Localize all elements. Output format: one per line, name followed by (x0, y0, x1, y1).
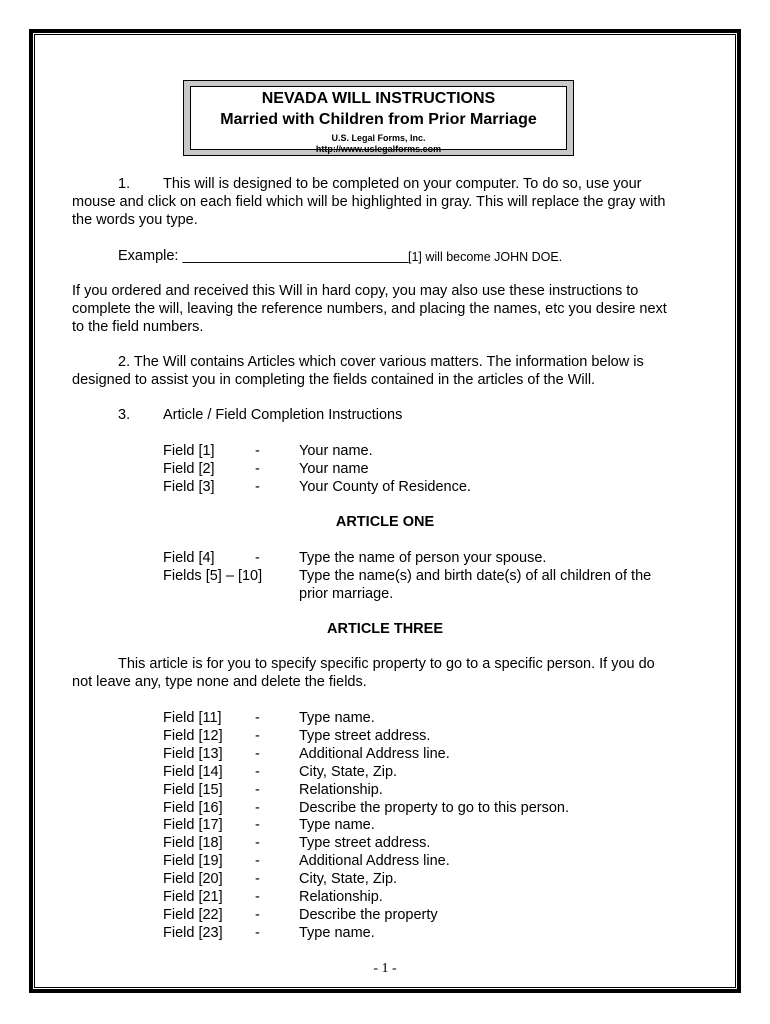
field-label: Field [11] (163, 710, 222, 726)
field-dash: - (255, 763, 260, 780)
field-desc: Type name. (299, 924, 375, 941)
para1-line1: This will is designed to be completed on your computer. To do so, use your (163, 176, 642, 192)
field-dash: - (255, 781, 260, 798)
field-label: Field [20] (163, 871, 223, 888)
field-row (163, 888, 723, 906)
field-label: Field [18] (163, 835, 223, 852)
field-label: Field [19] (163, 853, 223, 870)
example-suffix: [1] will become JOHN DOE. (408, 250, 563, 264)
title-inner (190, 86, 567, 154)
publisher-url: http://www.uslegalforms.com (315, 144, 442, 154)
field-desc: City, State, Zip. (299, 871, 398, 888)
field-dash: - (255, 835, 260, 852)
field-desc: Type name. (299, 817, 375, 834)
field-dash: - (255, 889, 260, 905)
field-dash: - (255, 479, 260, 495)
field-dash: - (255, 853, 260, 870)
field-desc: Type the name(s) and birth date(s) of all children of the (299, 568, 652, 584)
para1-number: 1. (118, 176, 131, 192)
field-row (163, 460, 723, 478)
field-desc-continued: prior marriage. (299, 586, 394, 602)
field-row (163, 442, 723, 460)
para3-text: Article / Field Completion Instructions (163, 407, 403, 423)
field-row (163, 852, 723, 870)
field-dash: - (255, 745, 260, 762)
field-desc: Type name. (299, 710, 375, 726)
field-desc: Describe the property to go to this person. (299, 799, 570, 816)
hardcopy-line1: If you ordered and received this Will in hard copy, you may also use these instructions to (72, 283, 639, 299)
field-row (163, 549, 723, 567)
field-label: Field [15] (163, 781, 223, 798)
field-label: Fields [5] – [10] (163, 568, 263, 584)
field-dash: - (255, 906, 260, 923)
field-row (163, 745, 723, 763)
para2-line2: designed to assist you in completing the fields contained in the articles of the Will. (72, 372, 596, 388)
field-label: Field [21] (163, 889, 223, 905)
field-row (163, 834, 723, 852)
field-dash: - (255, 817, 260, 834)
field-row (163, 781, 723, 799)
field-dash: - (255, 799, 260, 816)
field-label: Field [4] (163, 550, 215, 566)
field-dash: - (255, 710, 260, 726)
para1-line3: the words you type. (72, 212, 198, 228)
field-label: Field [17] (163, 817, 223, 834)
field-row (163, 906, 723, 924)
field-row (163, 763, 723, 781)
example-label: Example: ____________________________ (118, 248, 409, 264)
field-row (163, 816, 723, 834)
field-label: Field [13] (163, 745, 223, 762)
field-dash: - (255, 443, 260, 459)
article-three-intro-line2: not leave any, type none and delete the fields. (72, 674, 367, 690)
field-label: Field [3] (163, 479, 215, 495)
field-label: Field [16] (163, 799, 223, 816)
field-desc: Type street address. (299, 727, 431, 744)
hardcopy-line3: to the field numbers. (72, 319, 204, 335)
field-desc: Describe the property (299, 906, 438, 923)
document-subtitle: Married with Children from Prior Marriage (220, 111, 537, 128)
field-label: Field [22] (163, 906, 223, 923)
field-row (163, 585, 723, 603)
field-desc: Your County of Residence. (299, 479, 471, 495)
field-dash: - (255, 727, 260, 744)
field-row (163, 709, 723, 727)
field-label: Field [1] (163, 443, 215, 459)
field-desc: Your name (299, 461, 369, 477)
article-one-heading: ARTICLE ONE (335, 514, 435, 530)
field-desc: Type street address. (299, 835, 431, 852)
title-box (183, 80, 574, 156)
field-row (163, 870, 723, 888)
field-label: Field [12] (163, 727, 223, 744)
field-desc: Additional Address line. (299, 745, 450, 762)
field-dash: - (255, 461, 260, 477)
field-row (163, 478, 723, 496)
field-desc: Additional Address line. (299, 853, 450, 870)
article-three-heading: ARTICLE THREE (327, 621, 443, 637)
field-row (163, 567, 723, 585)
field-desc: Relationship. (299, 889, 383, 905)
field-label: Field [2] (163, 461, 215, 477)
para2-line1: 2. The Will contains Articles which cover various matters. The information below is (118, 354, 644, 370)
field-desc: Type the name of person your spouse. (299, 550, 547, 566)
field-desc: Your name. (299, 443, 373, 459)
field-row (163, 727, 723, 745)
field-label: Field [23] (163, 924, 223, 941)
para3-number: 3. (118, 407, 131, 423)
hardcopy-line2: complete the will, leaving the reference numbers, and placing the names, etc you desire next (72, 301, 667, 317)
page-number: - 1 - (373, 961, 397, 976)
field-row (163, 799, 723, 817)
para1-line2: mouse and click on each field which will be highlighted in gray. This will replace the gray with (72, 194, 666, 210)
field-desc: Relationship. (299, 781, 383, 798)
article-three-intro-line1: This article is for you to specify specific property to go to a specific person. If you do (118, 656, 655, 672)
field-dash: - (255, 550, 260, 566)
field-desc: City, State, Zip. (299, 763, 398, 780)
field-dash: - (255, 924, 260, 941)
publisher-name: U.S. Legal Forms, Inc. (331, 133, 426, 143)
document-title: NEVADA WILL INSTRUCTIONS (261, 90, 496, 107)
field-label: Field [14] (163, 763, 223, 780)
field-row (163, 924, 723, 942)
field-dash: - (255, 871, 260, 888)
